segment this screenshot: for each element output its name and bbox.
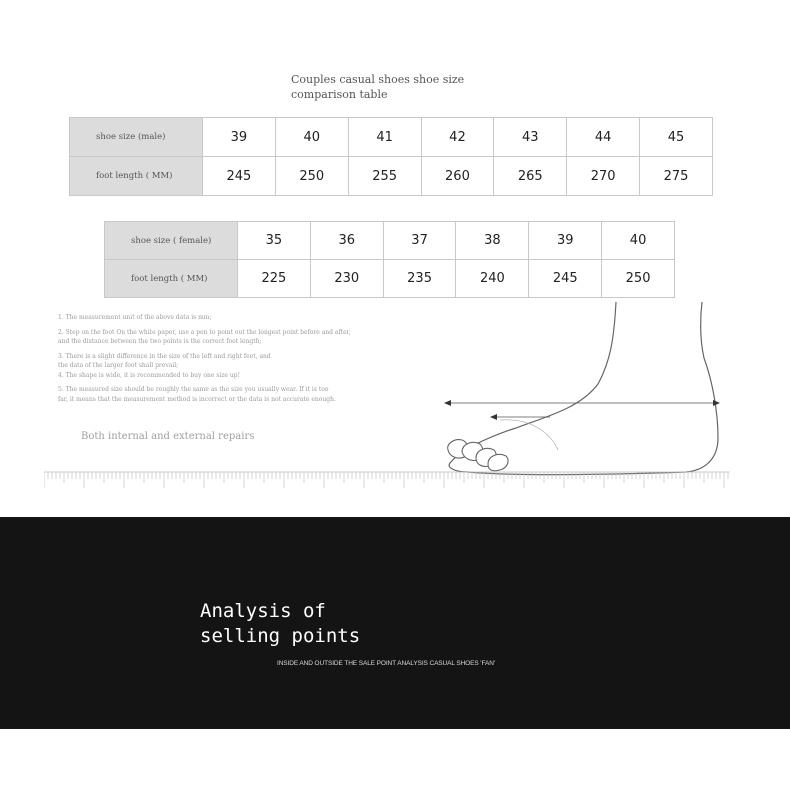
female-length-cell: 245 (529, 260, 602, 298)
female-size-cell: 37 (383, 222, 456, 260)
note-line: 2. Step on the foot On the white paper, use a pen to point out the longest point before and after, (58, 328, 351, 336)
page-title: Couples casual shoes shoe size comparison table (291, 73, 465, 101)
note-line: the data of the larger foot shall prevail; (58, 362, 179, 369)
female-length-row (105, 260, 675, 298)
male-size-cell: 41 (348, 118, 421, 157)
female-size-cell: 35 (238, 222, 311, 260)
ruler (44, 470, 730, 492)
female-length-cell: 250 (602, 260, 675, 298)
male-length-cell: 250 (275, 157, 348, 196)
measurement-notes (58, 313, 458, 404)
male-length-header: foot length ( MM) (70, 157, 203, 196)
note-line: 5. The measured size should be roughly the same as the size you usually wear. If it is too (58, 386, 329, 393)
note-line: 4. The shape is wide, it is recommended to buy one size up! (58, 371, 241, 379)
female-size-cell: 39 (529, 222, 602, 260)
selling-points-subtitle: INSIDE AND OUTSIDE THE SALE POINT ANALYSIS CASUAL SHOES 'FAN' (277, 660, 495, 667)
female-size-cell: 36 (310, 222, 383, 260)
male-size-cell: 40 (275, 118, 348, 157)
female-size-cell: 40 (602, 222, 675, 260)
toe-outline (488, 454, 508, 470)
male-length-cell: 255 (348, 157, 421, 196)
male-size-cell: 45 (640, 118, 713, 157)
foot-measure-illustration (440, 300, 730, 480)
selling-points-title: Analysis of selling points (200, 600, 361, 647)
female-length-header: foot length ( MM) (105, 260, 238, 298)
male-size-row (70, 118, 713, 157)
arrow-left-icon (490, 414, 497, 420)
male-length-row (70, 157, 713, 196)
female-length-cell: 240 (456, 260, 529, 298)
note-line: and the distance between the two points is the correct foot length; (58, 338, 262, 345)
female-length-cell: 235 (383, 260, 456, 298)
note-line: far, it means that the measurement method is incorrect or the data is not accurate enough. (58, 395, 336, 403)
male-size-table (69, 117, 713, 196)
male-size-cell: 39 (203, 118, 276, 157)
arrow-right-icon (713, 400, 720, 406)
male-size-cell: 42 (421, 118, 494, 157)
arrow-left-icon (444, 400, 451, 406)
male-length-cell: 265 (494, 157, 567, 196)
male-size-header: shoe size (male) (70, 118, 203, 157)
male-length-cell: 245 (203, 157, 276, 196)
male-length-cell: 275 (640, 157, 713, 196)
note-line: 1. The measurement unit of the above data is mm; (58, 314, 212, 321)
female-length-cell: 225 (238, 260, 311, 298)
female-size-table (104, 221, 675, 298)
note-line: 3. There is a slight difference in the size of the left and right feet, and (58, 352, 271, 360)
male-length-cell: 270 (567, 157, 640, 196)
female-size-cell: 38 (456, 222, 529, 260)
selling-points-band (0, 517, 790, 729)
female-size-row (105, 222, 675, 260)
male-size-cell: 44 (567, 118, 640, 157)
inner-guide (500, 420, 558, 450)
male-length-cell: 260 (421, 157, 494, 196)
female-length-cell: 230 (310, 260, 383, 298)
male-size-cell: 43 (494, 118, 567, 157)
female-size-header: shoe size ( female) (105, 222, 238, 260)
repairs-caption: Both internal and external repairs (81, 431, 255, 442)
